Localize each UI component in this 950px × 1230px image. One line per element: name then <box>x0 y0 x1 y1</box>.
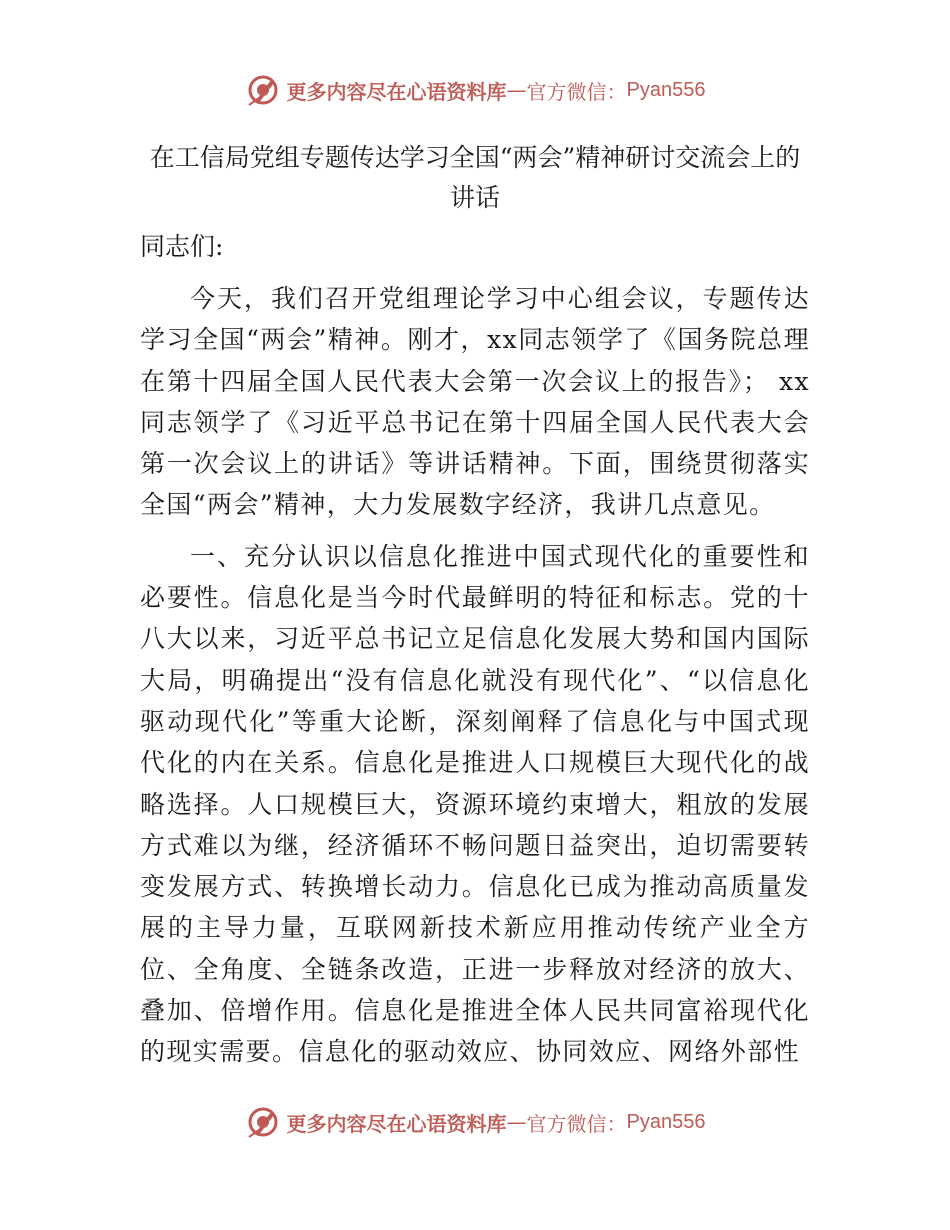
banner-separator: — <box>506 78 527 102</box>
header-banner <box>0 68 950 112</box>
pen-circle-logo-icon <box>245 72 281 108</box>
banner-wechat-label: 官方微信： <box>526 1111 627 1136</box>
pen-circle-logo-icon <box>245 1104 281 1140</box>
document-title: 在工信局党组专题传达学习全国“两会”精神研讨交流会上的讲话 <box>149 143 801 212</box>
document-body <box>140 138 810 1073</box>
paragraph-section-one: 一、充分认识以信息化推进中国式现代化的重要性和必要性。信息化是当今时代最鲜明的特征和标志。党的十八大以来，习近平总书记立足信息化发展大势和国内国际大局，明确提出“没有信息化就没有现代化”、“以信息化驱动现代化”等重大论断，深刻阐释了信息化与中国式现代化的内在关系。信息化是推进人口规模巨大现代化的战略选择。人口规模巨大，资源环境约束增大，粗放的发展方式难以为继，经济循环不畅问题日益突出，迫切需要转变发展方式、转换增长动力。信息化已成为推动高质量发展的主导力量，互联网新技术新应用推动传统产业全方位、全角度、全链条改造，正进一步释放对经济的放大、叠加、倍增作用。信息化是推进全体人民共同富裕现代化的现实需要。信息化的驱动效应、协同效应、网络外部性 <box>140 541 810 1067</box>
banner-wechat-label: 官方微信： <box>526 79 627 104</box>
salutation: 同志们: <box>140 232 224 261</box>
banner-brand-text: 更多内容尽在心语资料库 <box>286 79 507 104</box>
banner-brand-text: 更多内容尽在心语资料库 <box>286 1111 507 1136</box>
paragraph-intro: 今天，我们召开党组理论学习中心组会议，专题传达学习全国“两会”精神。刚才，xx同志领学了《国务院总理在第十四届全国人民代表大会第一次会议上的报告》； xx同志领学了《习近平总书记在第十四届全国人民代表大会第一次会议上的讲话》等讲话精神。下面，围绕贯彻落实全国“两会”精神，大力发展数字经济，我讲几点意见。 <box>140 284 810 520</box>
banner-wechat-id: Pyan556 <box>626 78 706 101</box>
banner-separator: — <box>506 1110 527 1134</box>
footer-banner <box>0 1100 950 1144</box>
banner-wechat-id: Pyan556 <box>626 1110 706 1133</box>
